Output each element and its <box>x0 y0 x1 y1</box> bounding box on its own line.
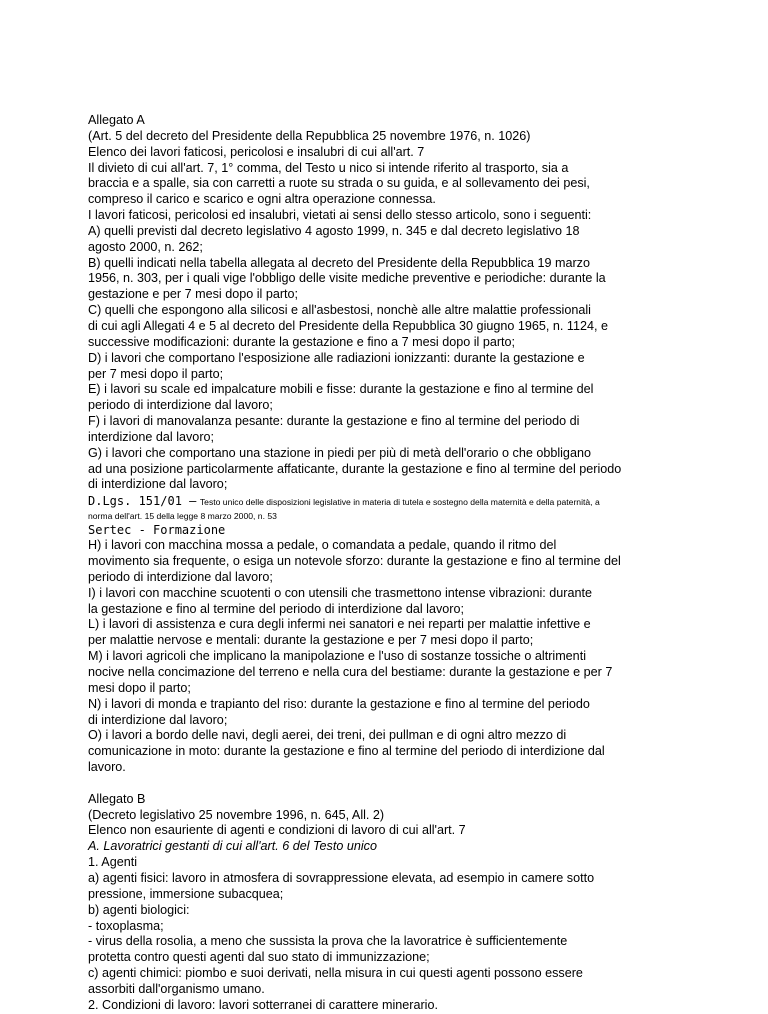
text-line: mesi dopo il parto; <box>88 680 191 695</box>
text-line: periodo di interdizione dal lavoro; <box>88 398 273 413</box>
allegato-a-continued <box>88 538 758 776</box>
text-line: braccia e a spalle, sia con carretti a ruote su strada o su guida, e al sollevamento dei pesi, <box>88 176 590 191</box>
text-line: E) i lavori su scale ed impalcature mobili e fisse: durante la gestazione e fino al termine del <box>88 382 594 397</box>
text-line: F) i lavori di manovalanza pesante: durante la gestazione e fino al termine del periodo di <box>88 414 580 429</box>
text-line: compreso il carico e scarico e ogni altra operazione connessa. <box>88 192 436 207</box>
allegato-b-reference: (Decreto legislativo 25 novembre 1996, n. 645, All. 2) <box>88 807 385 822</box>
text-line: per malattie nervose e mentali: durante la gestazione e per 7 mesi dopo il parto; <box>88 633 534 648</box>
document-page <box>88 113 758 1014</box>
text-line: di interdizione dal lavoro; <box>88 477 228 492</box>
running-header <box>88 493 758 538</box>
text-line: assorbiti dall'organismo umano. <box>88 981 265 996</box>
text-line: la gestazione e fino al termine del periodo di interdizione dal lavoro; <box>88 601 464 616</box>
text-line: Il divieto di cui all'art. 7, 1° comma, del Testo u nico si intende riferito al trasporto, sia a <box>88 160 569 175</box>
running-header-publisher: Sertec - Formazione <box>88 523 226 538</box>
text-line: gestazione e per 7 mesi dopo il parto; <box>88 287 299 302</box>
text-line: M) i lavori agricoli che implicano la manipolazione e l'uso di sostanze tossiche o altrimenti <box>88 649 586 664</box>
text-line: movimento sia frequente, o esiga un notevole sforzo: durante la gestazione e fino al termine del <box>88 554 621 569</box>
text-line: nocive nella concimazione del terreno e nella cura del bestiame: durante la gestazione e per 7 <box>88 665 613 679</box>
text-line: a) agenti fisici: lavoro in atmosfera di sovrappressione elevata, ad esempio in camere sotto <box>88 870 595 885</box>
text-line: I) i lavori con macchine scuotenti o con utensili che trasmettono intense vibrazioni: durante <box>88 585 593 600</box>
text-line: B) quelli indicati nella tabella allegata al decreto del Presidente della Repubblica 19 marzo <box>88 255 590 270</box>
text-line: protetta contro questi agenti dal suo stato di immunizzazione; <box>88 950 430 965</box>
allegato-b-section <box>88 792 758 1014</box>
text-line: periodo di interdizione dal lavoro; <box>88 569 273 584</box>
text-line: D) i lavori che comportano l'esposizione alle radiazioni ionizzanti: durante la gestazione e <box>88 350 585 365</box>
text-line: A) quelli previsti dal decreto legislativo 4 agosto 1999, n. 345 e dal decreto legislativo 18 <box>88 223 580 238</box>
text-line: agosto 2000, n. 262; <box>88 239 203 254</box>
text-line: di cui agli Allegati 4 e 5 al decreto del Presidente della Repubblica 30 giugno 1965, n. 1124, e <box>88 318 608 333</box>
running-header-code: D.Lgs. 151/01 – <box>88 494 197 509</box>
text-line: - toxoplasma; <box>88 918 164 933</box>
text-line: L) i lavori di assistenza e cura degli infermi nei sanatori e nei reparti per malattie infettive e <box>88 617 591 632</box>
text-line: ad una posizione particolarmente affaticante, durante la gestazione e fino al termine del periodo <box>88 461 622 476</box>
allegato-a-title: Allegato A <box>88 113 145 127</box>
allegato-b-title: Allegato B <box>88 791 146 806</box>
text-line: interdizione dal lavoro; <box>88 429 215 444</box>
text-line: lavoro. <box>88 760 126 775</box>
text-line: successive modificazioni: durante la gestazione e fino a 7 mesi dopo il parto; <box>88 334 516 349</box>
allegato-a-heading: Elenco dei lavori faticosi, pericolosi e insalubri di cui all'art. 7 <box>88 144 425 159</box>
text-line: O) i lavori a bordo delle navi, degli aerei, dei treni, dei pullman e di ogni altro mezzo di <box>88 728 567 743</box>
running-header-description: Testo unico delle disposizioni legislative in materia di tutela e sostegno della maternità e della paternità, a <box>199 497 600 508</box>
text-line: H) i lavori con macchina mossa a pedale, o comandata a pedale, quando il ritmo del <box>88 538 557 553</box>
text-line: c) agenti chimici: piombo e suoi derivati, nella misura in cui questi agenti possono essere <box>88 966 583 981</box>
text-line: G) i lavori che comportano una stazione in piedi per più di metà dell'orario o che obbligano <box>88 445 591 460</box>
text-line: C) quelli che espongono alla silicosi e all'asbestosi, nonchè alle altre malattie professionali <box>88 303 591 318</box>
allegato-b-subheading: A. Lavoratrici gestanti di cui all'art. 6 del Testo unico <box>88 839 377 854</box>
text-line: pressione, immersione subacquea; <box>88 886 284 901</box>
allegato-b-heading: Elenco non esauriente di agenti e condizioni di lavoro di cui all'art. 7 <box>88 823 466 838</box>
text-line: 1956, n. 303, per i quali vige l'obbligo delle visite mediche preventive e periodiche: durante la <box>88 271 606 286</box>
text-line: 1. Agenti <box>88 855 138 870</box>
paragraph-spacer <box>88 776 758 792</box>
text-line: comunicazione in moto: durante la gestazione e fino al termine del periodo di interdizione dal <box>88 744 605 759</box>
text-line: 2. Condizioni di lavoro: lavori sotterranei di carattere minerario. <box>88 997 438 1012</box>
text-line: per 7 mesi dopo il parto; <box>88 366 224 381</box>
text-line: N) i lavori di monda e trapianto del riso: durante la gestazione e fino al termine del periodo <box>88 696 590 711</box>
allegato-a-reference: (Art. 5 del decreto del Presidente della Repubblica 25 novembre 1976, n. 1026) <box>88 128 531 143</box>
text-line: I lavori faticosi, pericolosi ed insalubri, vietati ai sensi dello stesso articolo, sono i seguenti: <box>88 208 592 223</box>
text-line: - virus della rosolia, a meno che sussista la prova che la lavoratrice è sufficientemente <box>88 934 568 949</box>
text-line: b) agenti biologici: <box>88 902 190 917</box>
allegato-a-section <box>88 113 758 493</box>
running-header-description-cont: norma dell'art. 15 della legge 8 marzo 2000, n. 53 <box>88 511 277 522</box>
running-header-line <box>88 493 758 510</box>
text-line: di interdizione dal lavoro; <box>88 712 228 727</box>
